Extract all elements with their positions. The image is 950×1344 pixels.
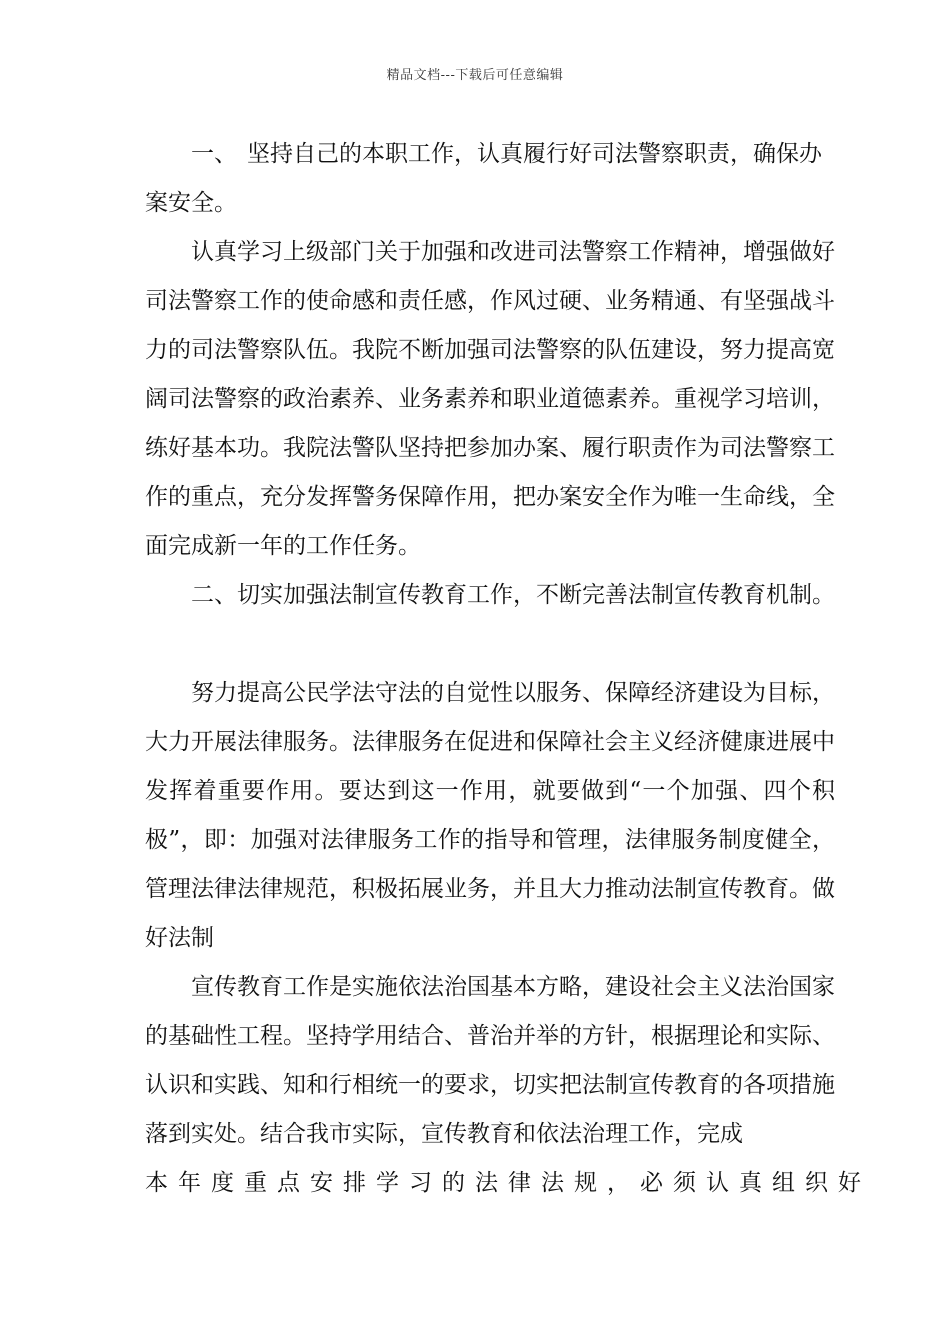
section-two-title: 切实加强法制宣传教育工作，不断完善法制宣传教育机制。	[237, 582, 835, 608]
section-two-number: 二、	[191, 582, 237, 608]
section-one-title-line2: 案安全。	[145, 190, 237, 216]
section-one-title-line1: 坚持自己的本职工作，认真履行好司法警察职责，确保办	[247, 141, 822, 167]
section-one-body: 认真学习上级部门关于加强和改进司法警察工作精神，增强做好司法警察工作的使命感和责任感，作风过硬、业务精通、有坚强战斗力的司法警察队伍。我院不断加强司法警察的队伍建设，努力提高宽阔司法警察的政治素养、业务素养和职业道德素养。重视学习培训，练好基本功。我院法警队坚持把参加办案、履行职责作为司法警察工作的重点，充分发挥警务保障作用，把办案安全作为唯一生命线，全面完成新一年的工作任务。	[145, 239, 835, 559]
page-header: 精品文档---下载后可任意编辑	[386, 68, 564, 83]
section-one-number: 一、	[191, 141, 237, 167]
section-two-body-1: 努力提高公民学法守法的自觉性以服务、保障经济建设为目标，大力开展法律服务。法律服务在促进和保障社会主义经济健康进展中发挥着重要作用。要达到这一作用，就要做到“一个加强、四个积极”，即：加强对法律服务工作的指导和管理，法律服务制度健全，管理法律法律规范，积极拓展业务，并且大力推动法制宣传教育。做好法制	[145, 680, 835, 951]
section-two-body-2: 宣传教育工作是实施依法治国基本方略，建设社会主义法治国家的基础性工程。坚持学用结合、普治并举的方针，根据理论和实际、认识和实践、知和行相统一的要求，切实把法制宣传教育的各项措施落到实处。结合我市实际，宣传教育和依法治理工作，完成	[145, 974, 835, 1147]
section-two-body-2-last-line: 本年度重点安排学习的法律法规，必须认真组织好	[145, 1170, 871, 1196]
section-two-heading	[145, 571, 835, 620]
blank-line	[145, 620, 835, 669]
document-body	[145, 130, 871, 1208]
section-one-heading	[145, 130, 835, 179]
